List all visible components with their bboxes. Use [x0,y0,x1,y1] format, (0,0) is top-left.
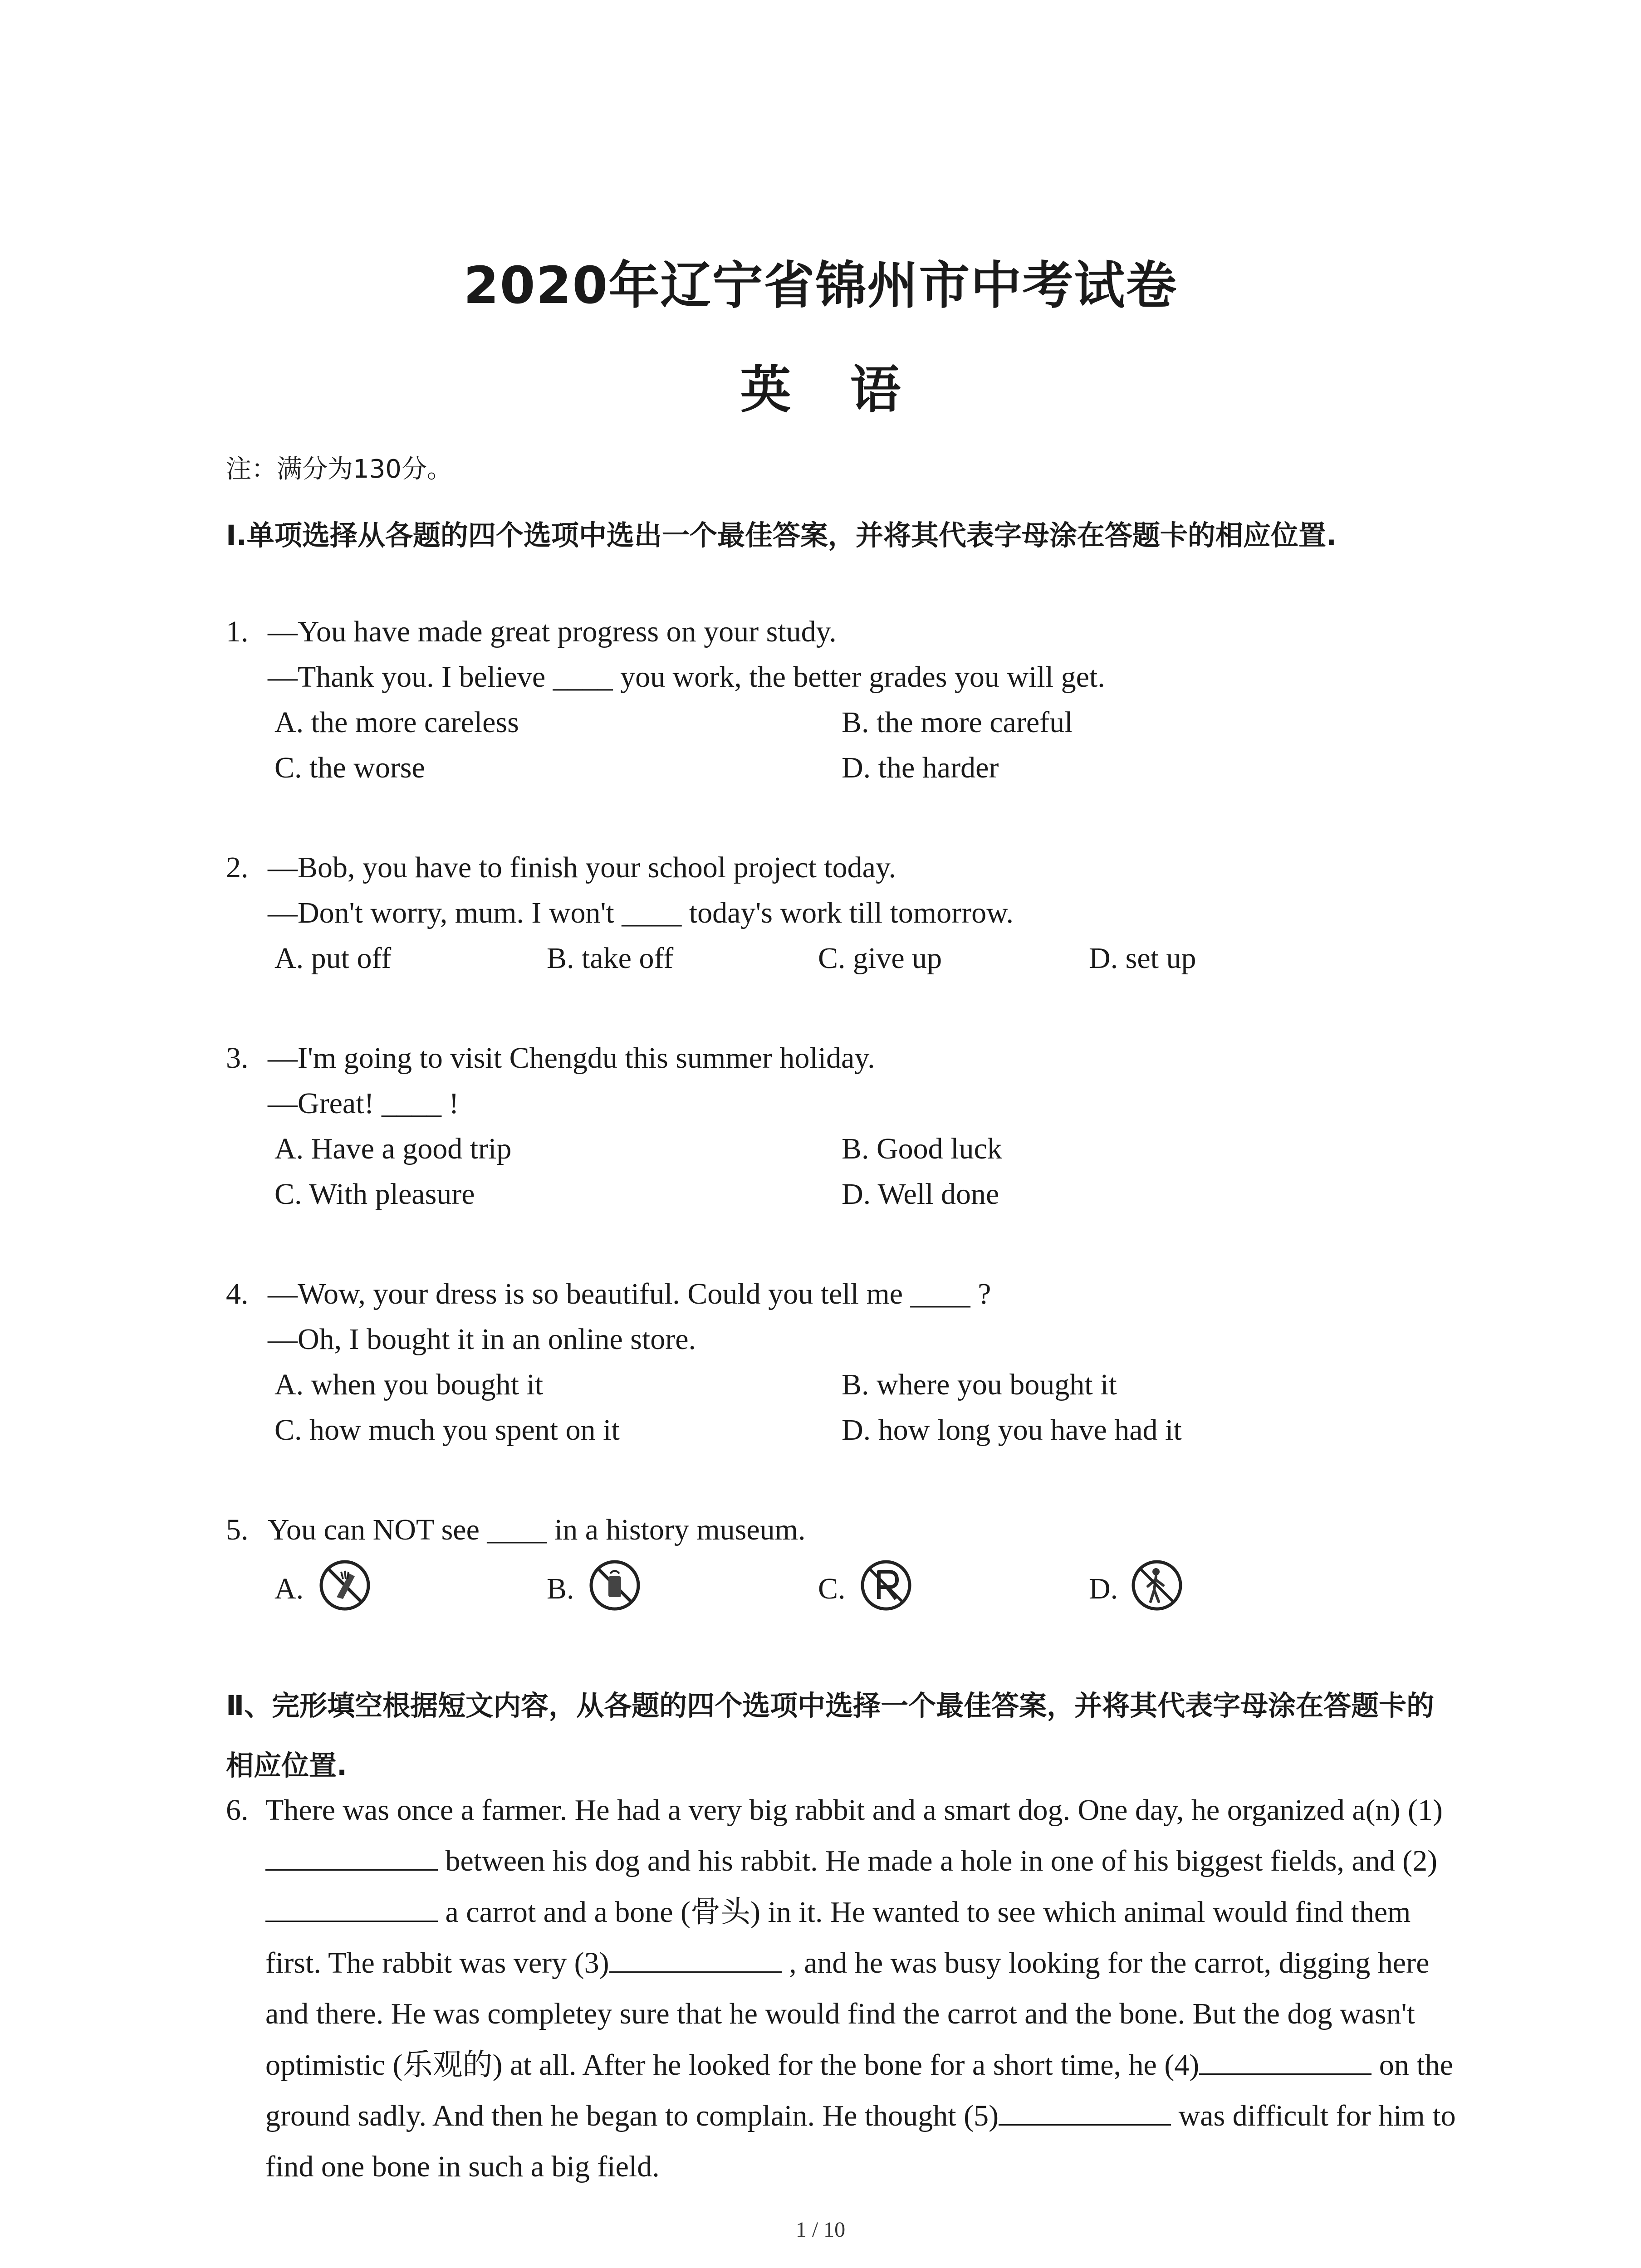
q2-option-a: A. put off [274,942,392,975]
q3-line-1: —I'm going to visit Chengdu this summer holiday. [268,1041,875,1075]
q3-line-2: —Great! ____ ! [268,1087,459,1120]
q1-line-1: —You have made great progress on your study. [268,615,837,648]
q5-option-b: B. [547,1572,574,1605]
q2-line-2: —Don't worry, mum. I won't ____ today's work till tomorrow. [268,896,1014,929]
q2-line-1: —Bob, you have to finish your school project today. [268,851,896,884]
q4-option-c: C. how much you spent on it [274,1413,620,1447]
q1-option-d: D. the harder [842,751,999,784]
cloze-blank-1 [265,1843,438,1871]
passage-text-7: on the ground sadly. And then he began to complain. He thought (5) [265,2048,1453,2132]
q2-number: 2. [226,851,249,884]
passage-text-8: was difficult for him to find one bone in such a big field. [265,2099,1456,2183]
cloze-passage [265,1785,1468,2192]
passage-text-2: between his dog and his rabbit. He made a hole in one of his biggest fields, and (2) [438,1844,1438,1877]
q5-option-c: C. [818,1572,846,1605]
q3-number: 3. [226,1041,249,1075]
passage-number: 6. [226,1794,249,1827]
q1-option-a: A. the more careless [274,706,519,739]
q2-option-d: D. set up [1089,942,1196,975]
no-smoking-sign-icon [588,1558,642,1613]
no-parking-sign-icon [859,1558,913,1613]
q2-option-c: C. give up [818,942,942,975]
q2-option-b: B. take off [547,942,674,975]
page-number: 1 / 10 [795,2218,846,2242]
q1-option-b: B. the more careful [842,706,1073,739]
passage-text-3: a carrot and a bone ( [438,1896,691,1929]
q5-option-d: D. [1089,1572,1118,1605]
q4-line-1: —Wow, your dress is so beautiful. Could you tell me ____ ? [268,1277,991,1310]
q1-number: 1. [226,615,249,648]
no-littering-sign-icon [1130,1558,1184,1613]
cloze-blank-2 [265,1894,438,1922]
q4-option-d: D. how long you have had it [842,1413,1182,1447]
q4-number: 4. [226,1277,249,1310]
cloze-blank-5 [999,2098,1103,2126]
q3-option-c: C. With pleasure [274,1178,475,1211]
passage-text-6: ) at all. After he looked for the bone for a short time, he (4) [492,2048,1200,2082]
passage-text-5: , and he was busy looking for the carrot, digging here and there. He was completey sure that he would find the carrot and the bone. But the dog wasn't optimistic ( [265,1946,1430,2082]
passage-gloss-bone: 骨头 [691,1894,751,1929]
q1-line-2: —Thank you. I believe ____ you work, the better grades you will get. [268,660,1105,694]
q5-number: 5. [226,1513,249,1546]
q4-option-a: A. when you bought it [274,1368,544,1401]
passage-text-1: There was once a farmer. He had a very big rabbit and a smart dog. One day, he organized a(n) (1) [265,1794,1443,1827]
exam-title: 2020年辽宁省锦州市中考试卷 [463,256,1178,315]
q4-option-b: B. where you bought it [842,1368,1117,1401]
q4-line-2: —Oh, I bought it in an online store. [268,1323,696,1356]
passage-gloss-optimistic: 乐观的 [402,2047,493,2082]
section-1-heading: Ⅰ.单项选择从各题的四个选项中选出一个最佳答案，并将其代表字母涂在答题卡的相应位置. [226,519,1337,552]
q3-option-d: D. Well done [842,1178,999,1211]
q5-line-1: You can NOT see ____ in a history museum. [268,1513,806,1546]
no-eating-sign-icon [318,1558,372,1613]
subject-title: 英语 [740,361,960,420]
q5-option-a: A. [274,1572,304,1605]
passage-text-4: ) in it. He wanted to see which animal would find them first. The rabbit was very (3) [265,1896,1411,1980]
q3-option-a: A. Have a good trip [274,1132,512,1165]
q3-option-b: B. Good luck [842,1132,1002,1165]
q1-option-c: C. the worse [274,751,425,784]
cloze-blank-3 [609,1945,782,1973]
section-2-heading: Ⅱ、完形填空根据短文内容，从各题的四个选项中选择一个最佳答案，并将其代表字母涂在答题卡的相应位置. [226,1690,1435,1782]
cloze-blank-4 [1199,2047,1372,2075]
cloze-blank-5-continued [1103,2098,1171,2126]
score-note: 注：满分为130分。 [226,455,452,484]
